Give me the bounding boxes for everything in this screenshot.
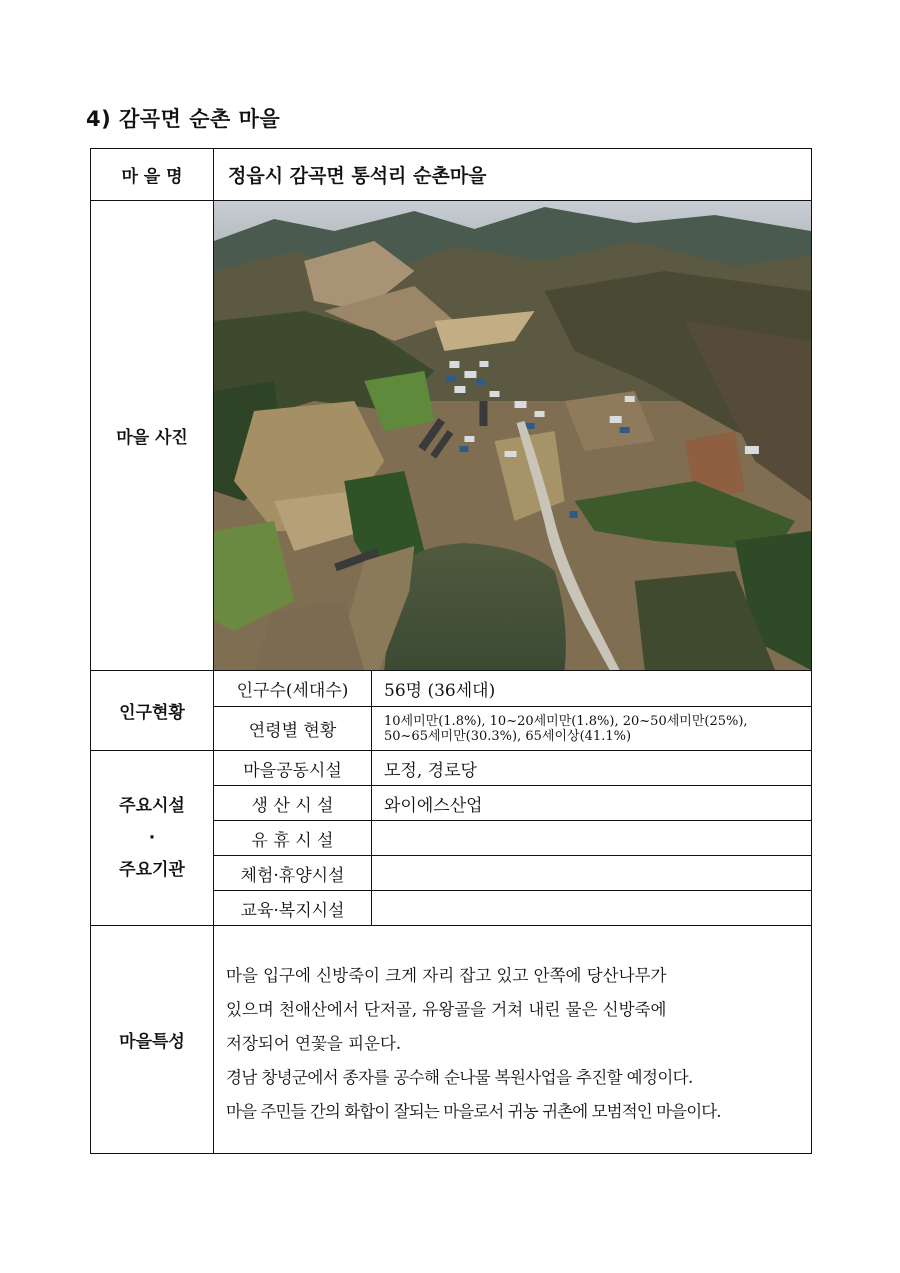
welfare-facility-value [372, 891, 812, 926]
features-row [91, 926, 812, 1154]
age-distribution-line-2: 50~65세미만(30.3%), 65세이상(41.1%) [384, 728, 632, 744]
experience-facility-label: 체험·휴양시설 [214, 856, 372, 891]
age-distribution-value [372, 707, 812, 751]
community-facility-label: 마을공동시설 [214, 751, 372, 786]
facilities-label-line-1: 주요시설 [119, 796, 185, 816]
feature-line-1: 마을 입구에 신방죽이 크게 자리 잡고 있고 안쪽에 당산나무가 [226, 965, 667, 985]
feature-line-4: 경남 창녕군에서 종자를 공수해 순나물 복원사업을 추진할 예정이다. [226, 1067, 693, 1087]
welfare-facility-label: 교육·복지시설 [214, 891, 372, 926]
idle-facility-label: 유 휴 시 설 [214, 821, 372, 856]
production-facility-label: 생 산 시 설 [214, 786, 372, 821]
facilities-label-dot: · [148, 828, 156, 848]
facilities-label-line-2: 주요기관 [119, 860, 185, 880]
experience-facility-value [372, 856, 812, 891]
feature-line-3: 저장되어 연꽃을 피운다. [226, 1033, 402, 1053]
village-info-table [90, 148, 812, 1154]
feature-line-5: 마을 주민들 간의 화합이 잘되는 마을로서 귀농 귀촌에 모범적인 마을이다. [226, 1101, 721, 1121]
section-heading: 4) 감곡면 순촌 마을 [86, 107, 281, 131]
population-row-1 [91, 671, 812, 707]
facilities-label [91, 751, 214, 926]
age-distribution-line-1: 10세미만(1.8%), 10~20세미만(1.8%), 20~50세미만(25%), [384, 713, 748, 729]
features-label: 마을특성 [91, 926, 214, 1154]
age-distribution-label: 연령별 현황 [214, 707, 372, 751]
community-facility-value: 모정, 경로당 [372, 751, 812, 786]
village-aerial-photo [214, 201, 811, 670]
photo-label: 마을 사진 [91, 201, 214, 671]
village-name-value: 정읍시 감곡면 통석리 순촌마을 [214, 149, 812, 201]
photo-row [91, 201, 812, 671]
feature-line-2: 있으며 천애산에서 단저골, 유왕골을 거쳐 내린 물은 신방죽에 [226, 999, 667, 1019]
idle-facility-value [372, 821, 812, 856]
population-label: 인구현황 [91, 671, 214, 751]
village-photo-cell [214, 201, 812, 671]
population-count-value: 56명 (36세대) [372, 671, 812, 707]
facility-row-1 [91, 751, 812, 786]
production-facility-value: 와이에스산업 [372, 786, 812, 821]
population-count-label: 인구수(세대수) [214, 671, 372, 707]
features-text [214, 926, 812, 1154]
village-name-label: 마 을 명 [91, 149, 214, 201]
village-name-row [91, 149, 812, 201]
